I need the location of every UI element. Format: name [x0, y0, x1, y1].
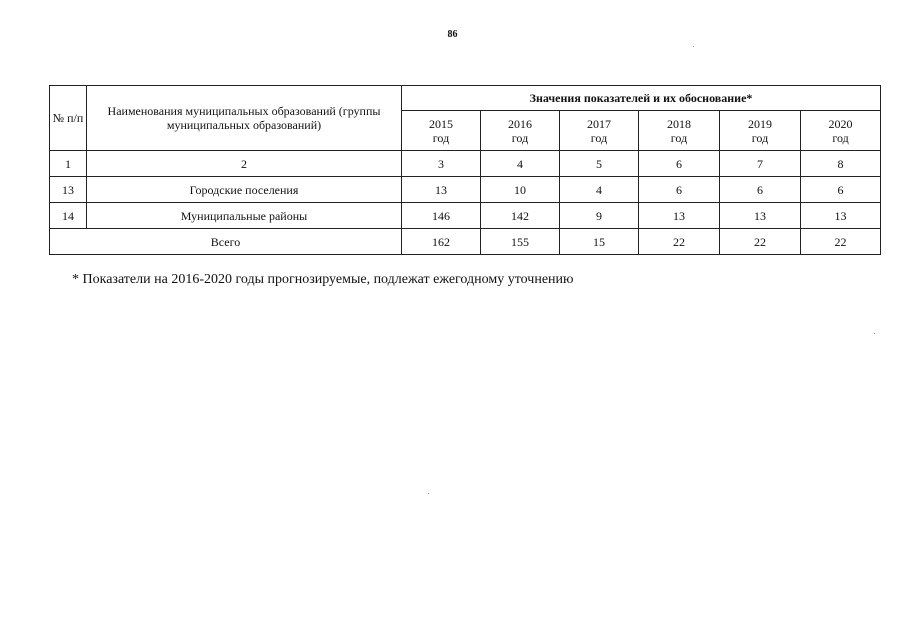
row-value: 13 — [720, 203, 801, 229]
year-label: 2018 — [667, 116, 691, 131]
total-value: 15 — [560, 229, 639, 255]
header-name: Наименования муниципальных образований (группы муниципальных образований) — [87, 86, 402, 151]
header-year — [402, 111, 481, 151]
row-number: 14 — [50, 203, 87, 229]
year-unit: год — [670, 130, 688, 145]
column-number: 1 — [50, 151, 87, 177]
year-unit: год — [590, 130, 608, 145]
row-value: 9 — [560, 203, 639, 229]
total-value: 22 — [639, 229, 720, 255]
indicators-table — [49, 85, 881, 255]
table-row — [50, 177, 881, 203]
row-value: 13 — [402, 177, 481, 203]
row-name: Муниципальные районы — [87, 203, 402, 229]
column-number: 2 — [87, 151, 402, 177]
header-number: № п/п — [50, 86, 87, 151]
column-number: 5 — [560, 151, 639, 177]
year-unit: год — [432, 130, 450, 145]
year-label: 2015 — [429, 116, 453, 131]
column-number-row — [50, 151, 881, 177]
header-year — [560, 111, 639, 151]
total-value: 162 — [402, 229, 481, 255]
total-value: 22 — [801, 229, 881, 255]
row-value: 10 — [481, 177, 560, 203]
header-year — [639, 111, 720, 151]
total-value: 22 — [720, 229, 801, 255]
row-name: Городские поселения — [87, 177, 402, 203]
page-number: 86 — [447, 29, 458, 40]
total-row — [50, 229, 881, 255]
row-value: 4 — [560, 177, 639, 203]
row-value: 142 — [481, 203, 560, 229]
year-unit: год — [832, 130, 849, 145]
column-number: 4 — [481, 151, 560, 177]
column-number: 6 — [639, 151, 720, 177]
header-year — [801, 111, 881, 151]
scan-speck — [874, 333, 875, 334]
header-row-1 — [50, 86, 881, 111]
year-label: 2019 — [748, 116, 772, 131]
footnote: * Показатели на 2016-2020 годы прогнозируемые, подлежат ежегодному уточнению — [72, 272, 574, 287]
table-row — [50, 203, 881, 229]
header-year — [481, 111, 560, 151]
year-label: 2020 — [828, 116, 853, 131]
scan-speck — [428, 493, 429, 494]
row-value: 13 — [639, 203, 720, 229]
header-year — [720, 111, 801, 151]
row-value: 13 — [801, 203, 881, 229]
year-unit: год — [511, 130, 529, 145]
row-value: 6 — [801, 177, 881, 203]
scan-speck — [693, 46, 694, 47]
row-value: 6 — [720, 177, 801, 203]
header-values-group: Значения показателей и их обоснование* — [402, 86, 881, 111]
column-number: 7 — [720, 151, 801, 177]
row-value: 146 — [402, 203, 481, 229]
year-label: 2016 — [508, 116, 532, 131]
total-value: 155 — [481, 229, 560, 255]
year-label: 2017 — [587, 116, 611, 131]
row-value: 6 — [639, 177, 720, 203]
column-number: 3 — [402, 151, 481, 177]
year-unit: год — [751, 130, 769, 145]
total-label: Всего — [50, 229, 402, 255]
column-number: 8 — [801, 151, 881, 177]
row-number: 13 — [50, 177, 87, 203]
